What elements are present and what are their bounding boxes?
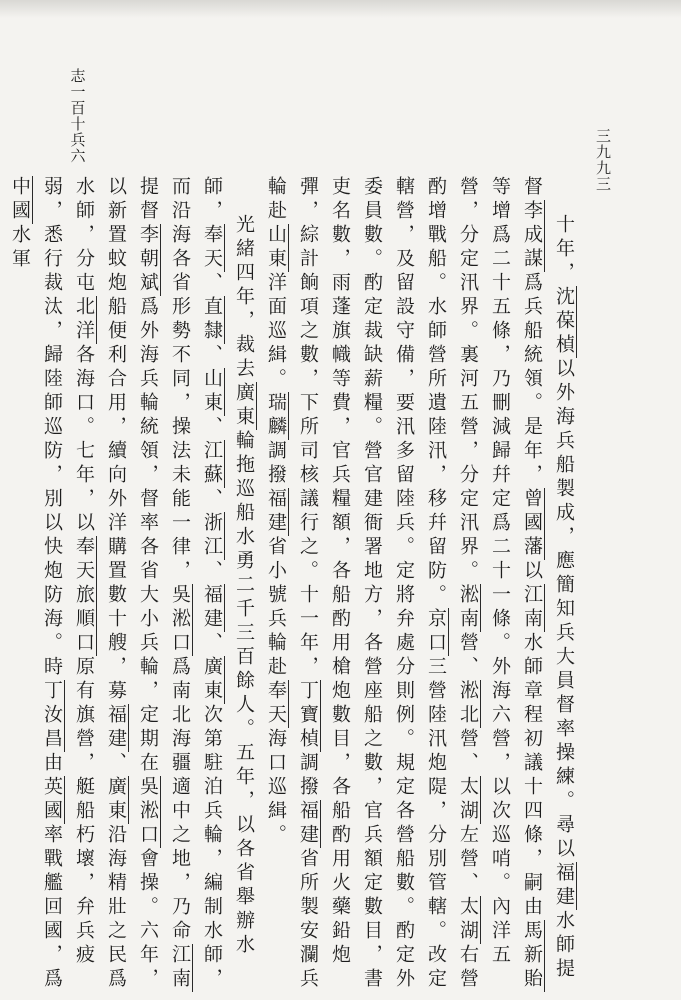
text-run: 水軍 <box>9 224 31 272</box>
text-run: 爲兵船統領。是年， <box>521 272 543 488</box>
proper-name: 廣東 <box>105 776 127 824</box>
text-run: 海口巡緝。 <box>265 728 287 848</box>
text-run: 率戰艦回國，爲 <box>41 824 63 992</box>
running-head-text: 志一百十 兵六 <box>70 67 101 165</box>
text-run: 輪拖巡船水勇二千三百餘人。五年，以各省舉辦水師， <box>201 176 255 958</box>
proper-name: 福建 <box>201 584 223 632</box>
paragraph-2 <box>4 176 260 996</box>
text-run: 營、 <box>457 728 479 776</box>
proper-name: 江南 <box>521 584 543 632</box>
text-run: 、 <box>201 344 223 368</box>
text-run: 由 <box>41 752 63 776</box>
text-run: 三營陸汛炮隄，分別管轄。改定轄營，及留設守備，要汛多留陸兵。定將弁處分則例。規定各營船數。酌定外委員數。酌定裁缺薪糧。營官建衙署地方，各營座船之數，官兵額定數目，書吏名數，雨蓬旗幟等費，官兵糧額，各船酌用槍炮數目，各船酌用火藥鉛炮彈，綜計餉項之數，下所司核議行之。十一年， <box>297 176 447 992</box>
text-run: 提督 <box>137 176 159 224</box>
proper-name: 旅順口 <box>73 584 95 656</box>
proper-name: 廣東 <box>233 382 255 430</box>
text-run: 以 <box>521 560 543 584</box>
proper-name: 太湖 <box>457 896 479 944</box>
text-run: 各海口。七年，以 <box>73 344 95 536</box>
text-run: 省所製安瀾兵輪赴 <box>265 176 319 992</box>
proper-name: 江南 <box>169 944 191 992</box>
proper-name: 瑞麟 <box>265 392 287 440</box>
text-run: 省小號兵輪赴 <box>265 536 287 680</box>
proper-name: 山東 <box>201 368 223 416</box>
text-run: 洋面巡緝。 <box>265 272 287 392</box>
running-head <box>70 67 101 165</box>
proper-name: 太湖 <box>457 776 479 824</box>
proper-name: 李成謀 <box>521 200 543 272</box>
text-run: 次第駐泊兵輪，編制水師，而沿海各省形勢不同，操法未能一律， <box>169 176 223 992</box>
scan-top-edge <box>0 0 681 18</box>
proper-name: 福建 <box>265 488 287 536</box>
text-run: 、 <box>201 632 223 656</box>
text-run: 原有旗營，艇船朽壞，弁兵疲弱，悉行裁汰，歸陸師巡防，別以快炮防海。時 <box>41 176 95 968</box>
proper-name: 北洋 <box>73 296 95 344</box>
text-run: 右營酌增戰船。水師營所遺陸汛，移幷留防。 <box>425 176 479 992</box>
text-run: 、 <box>201 272 223 296</box>
proper-name: 馬新貽 <box>521 920 543 992</box>
page-number: 三九九三 <box>594 128 612 192</box>
proper-name: 奉天 <box>73 536 95 584</box>
text-run: 營、 <box>457 632 479 680</box>
proper-name: 丁汝昌 <box>41 680 63 752</box>
text-run: 左營、 <box>457 824 479 896</box>
proper-name: 浙江 <box>201 512 223 560</box>
proper-name: 沈葆楨 <box>553 286 575 358</box>
proper-name: 丁寶楨 <box>297 680 319 752</box>
proper-name: 福建 <box>553 862 575 910</box>
text-run: 以外海兵船製成，應簡知兵大員督率操練。尋以 <box>553 358 575 862</box>
text-run: 、 <box>201 560 223 584</box>
proper-name: 廣東 <box>201 656 223 704</box>
text-run: 等增爲二十五條，乃刪減歸幷定爲二十一條。外海六營，以次巡哨。內洋五營，分定汛界。裏河五營，分定汛界。 <box>457 176 511 968</box>
text-run: 爲外海兵輪統領，督率各省大小兵輪，定期在 <box>137 296 159 776</box>
text-run: 水師提督 <box>521 176 575 982</box>
proper-name: 直隸 <box>201 296 223 344</box>
text-run: 、 <box>105 752 127 776</box>
proper-name: 李朝斌 <box>137 224 159 296</box>
text-run: 沿海精壯之民爲水師，分屯 <box>73 176 127 992</box>
proper-name: 吳淞口 <box>137 776 159 848</box>
text-run: 十年， <box>553 214 575 286</box>
proper-name: 淞北 <box>457 680 479 728</box>
proper-name: 福建 <box>297 800 319 848</box>
text-run: 調撥 <box>297 752 319 800</box>
text-run: 、 <box>201 488 223 512</box>
proper-name: 曾國藩 <box>521 488 543 560</box>
proper-name: 福建 <box>105 704 127 752</box>
paragraph-1 <box>260 176 580 996</box>
proper-name: 奉天 <box>201 224 223 272</box>
proper-name: 淞南 <box>457 584 479 632</box>
proper-name: 江蘇 <box>201 440 223 488</box>
text-run: 調撥 <box>265 440 287 488</box>
proper-name: 奉天 <box>265 680 287 728</box>
proper-name: 中國 <box>9 176 31 224</box>
text-run: 、 <box>201 416 223 440</box>
text-run: 爲南北海疆適中之地，乃命 <box>169 656 191 944</box>
main-text <box>9 176 580 996</box>
text-run: 水師章程初議十四條，嗣由 <box>521 632 543 920</box>
proper-name: 山東 <box>265 224 287 272</box>
proper-name: 吳淞口 <box>169 584 191 656</box>
text-run: 光緒四年，裁去 <box>233 214 255 382</box>
proper-name: 英國 <box>41 776 63 824</box>
proper-name: 京口 <box>425 608 447 656</box>
text-run: 會操。六年，以新置蚊炮船便利合用，續向外洋購置數十艘，募 <box>105 176 159 992</box>
